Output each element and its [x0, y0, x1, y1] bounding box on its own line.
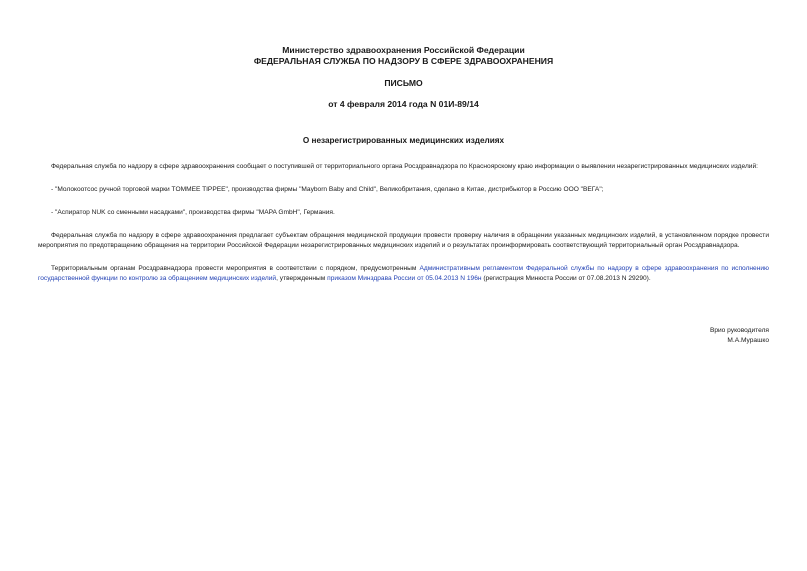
document-date-number: от 4 февраля 2014 года N 01И-89/14 [328, 99, 479, 109]
body-paragraph-1: Федеральная служба по надзору в сфере здравоохранения сообщает о поступившей от территориального органа Росздравнадзора по Красноярскому краю информации о выявлении незарегистрированных медицинских изделий: [51, 163, 758, 170]
body-item-breast-pump: - "Молокоотсос ручной торговой марки TOMMEE TIPPEE", производства фирмы "Mayborn Baby and Child", Великобритания, сделано в Китае, дистрибьютор в Россию ООО "ВЕГА"; [51, 186, 604, 193]
body-item-aspirator: - "Аспиратор NUK со сменными насадками", производства фирмы "MAPA GmbH", Германия. [51, 209, 335, 216]
ministry-name: Министерство здравоохранения Российской Федерации [282, 45, 525, 55]
link-ministry-order[interactable]: приказом Минздрава России от 05.04.2013 N 196н [327, 275, 482, 282]
paragraph-5-text-2: , утвержденным [276, 275, 328, 282]
document-page [38, 45, 769, 284]
service-name: ФЕДЕРАЛЬНАЯ СЛУЖБА ПО НАДЗОРУ В СФЕРЕ ЗДРАВООХРАНЕНИЯ [253, 56, 554, 66]
document-type: ПИСЬМО [384, 78, 423, 88]
body-paragraph-5 [38, 264, 769, 284]
signature-name: М.А.Мурашко [727, 337, 769, 344]
document-subject: О незарегистрированных медицинских изделиях [302, 136, 505, 145]
signature-block [710, 326, 769, 346]
paragraph-5-text-1: Территориальным органам Росздравнадзора провести мероприятия в соответствии с порядком, предусмотренным [51, 265, 420, 272]
body-paragraph-4: Федеральная служба по надзору в сфере здравоохранения предлагает субъектам обращения медицинской продукции провести проверку наличия в обращении указанных медицинских изделий, в установленном порядке провести мероприятия по предотвращению обращения на территории Российской Федерации незарегистрированных медицинских изделий и о результатах проинформировать соответствующий территориальный орган Росздравнадзора. [38, 232, 769, 249]
signature-position: Врио руководителя [709, 327, 769, 334]
link-administrative-regulation[interactable]: Административным регламентом Федеральной службы по надзору в сфере здравоохранения по исполнению государственной функции по контролю за обращением медицинских изделий [38, 265, 769, 282]
paragraph-5-text-3: (регистрация Минюста России от 07.08.2013 N 29290). [481, 275, 651, 282]
